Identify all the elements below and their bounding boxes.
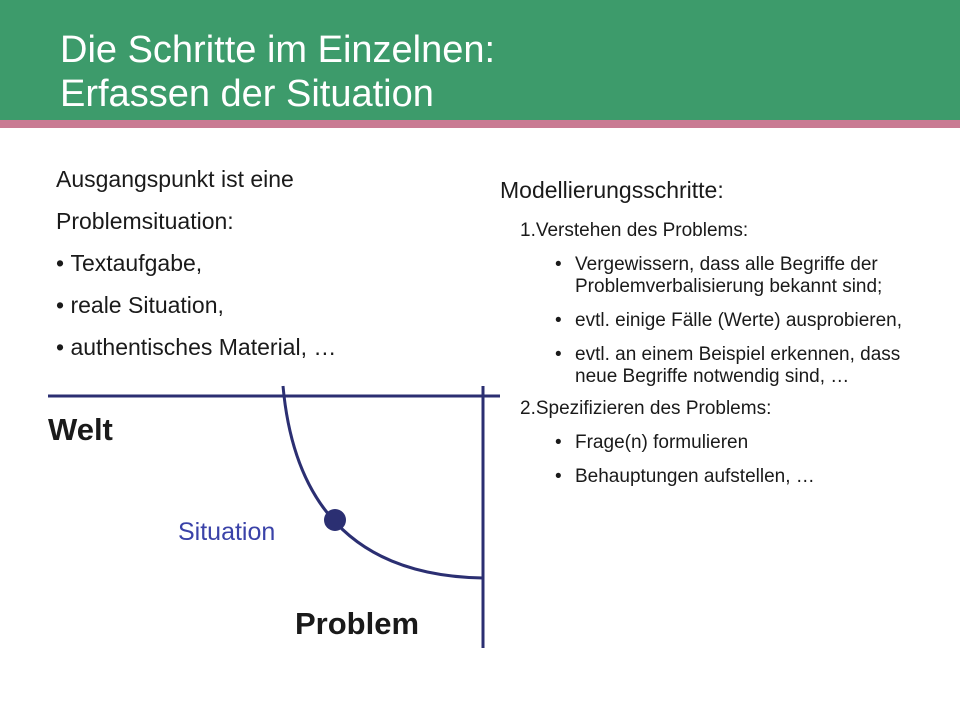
step-2-bullets <box>500 432 940 488</box>
step-2-label: 2.Spezifizieren des Problems: <box>520 398 772 419</box>
step-1-label: 1.Verstehen des Problems: <box>520 220 749 241</box>
slide-title <box>60 28 940 116</box>
step-1-bullet-item: • evtl. einige Fälle (Werte) ausprobieren, <box>575 310 940 332</box>
intro-line-2: Problemsituation: <box>56 208 234 234</box>
left-bullet-item: • authentisches Material, … <box>56 326 476 368</box>
steps-heading: Modellierungsschritte: <box>500 177 724 203</box>
left-bullet-item: • Textaufgabe, <box>56 242 476 284</box>
title-stripe <box>0 120 960 128</box>
situation-point <box>324 509 346 531</box>
left-text-block <box>56 158 476 368</box>
step-2-bullet-item: • Frage(n) formulieren <box>575 432 940 454</box>
slide-title-line-2: Erfassen der Situation <box>60 73 434 115</box>
left-bullet-item: • reale Situation, <box>56 284 476 326</box>
step-1-bullets <box>500 254 940 388</box>
intro-line-1: Ausgangspunkt ist eine <box>56 166 294 192</box>
right-text-block <box>500 170 940 488</box>
slide-title-line-1: Die Schritte im Einzelnen: <box>60 29 496 71</box>
step-1-bullet-item: • Vergewissern, dass alle Begriffe der Problemverbalisierung bekannt sind; <box>575 254 940 298</box>
problem-label: Problem <box>295 606 420 641</box>
step-1-bullet-item: • evtl. an einem Beispiel erkennen, dass neue Begriffe notwendig sind, … <box>575 344 940 388</box>
welt-label: Welt <box>48 412 113 447</box>
situation-arc <box>283 386 483 578</box>
step-2-bullet-item: • Behauptungen aufstellen, … <box>575 466 940 488</box>
situation-label: Situation <box>178 518 276 546</box>
